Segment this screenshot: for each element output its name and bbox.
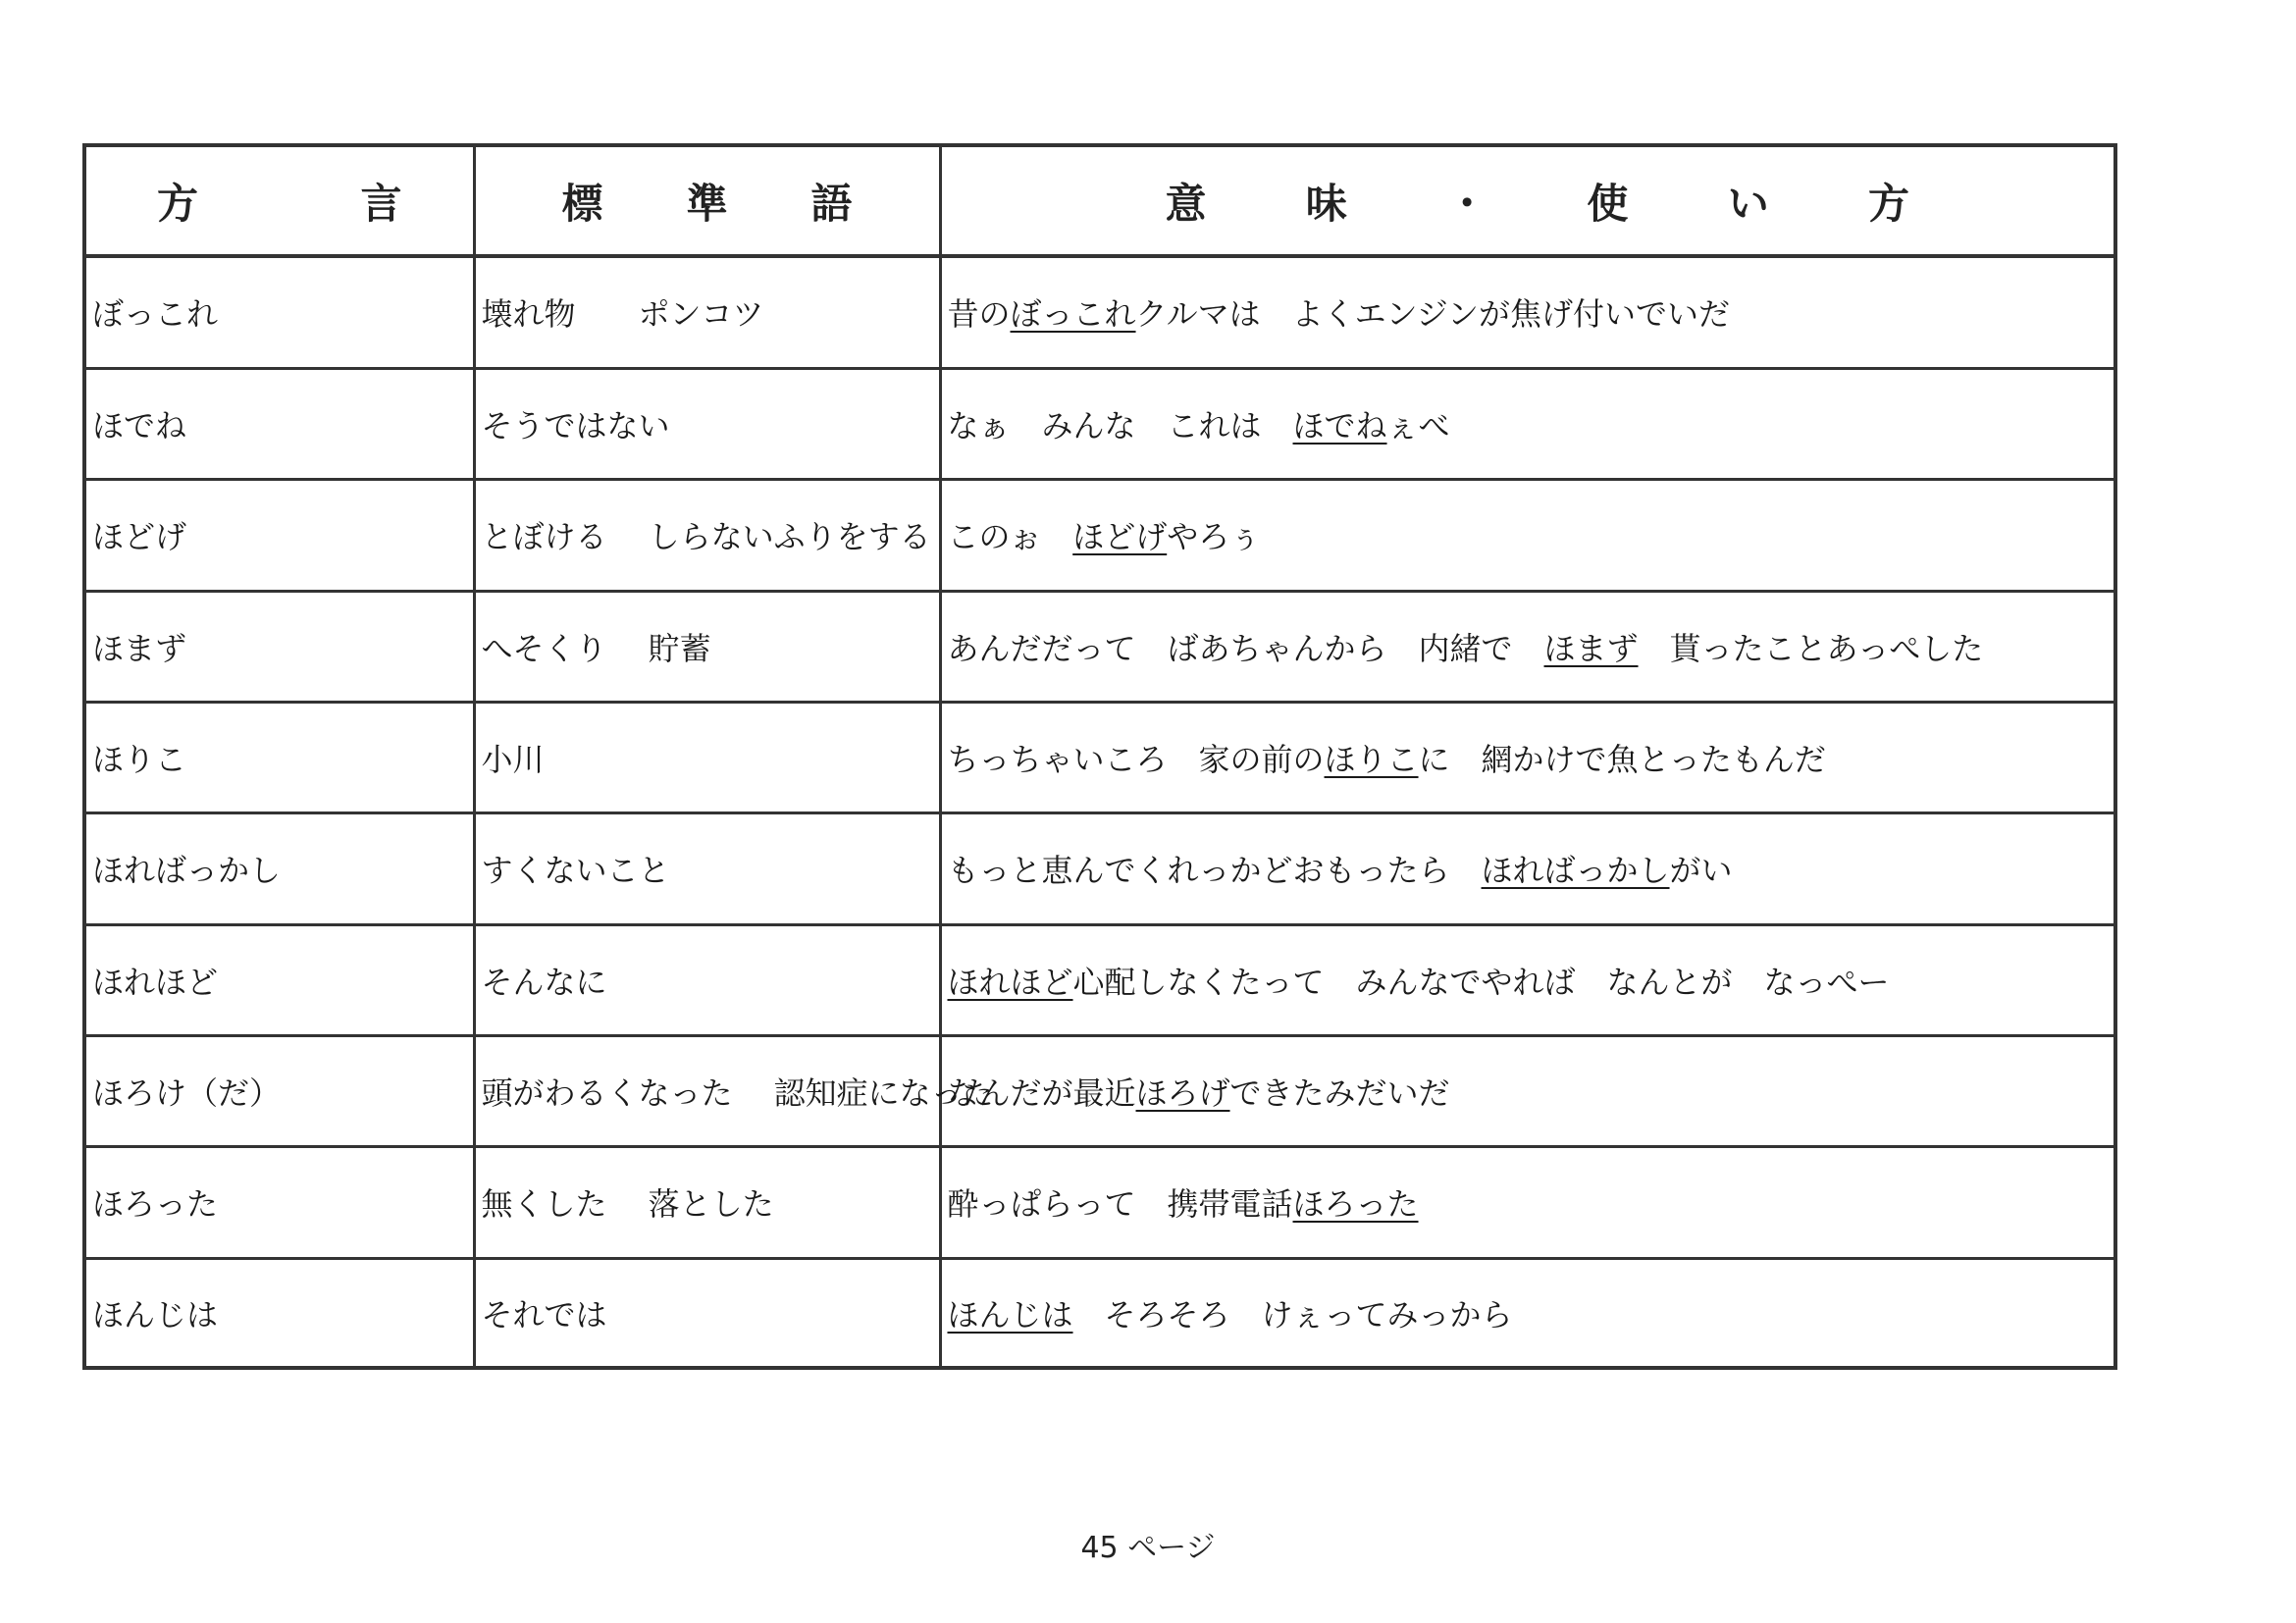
header-meaning-usage <box>940 147 2113 256</box>
usage-text: もっと恵んでくれっかどおもったら <box>947 852 1482 890</box>
usage-cell <box>940 1035 2113 1146</box>
usage-highlight: ほまず <box>1543 629 1639 667</box>
usage-text: がい <box>1669 852 1733 890</box>
usage-text: ぇべ <box>1386 407 1450 445</box>
header-standard <box>474 147 940 256</box>
standard-cell: そうではない <box>474 368 940 479</box>
usage-text: 昔の <box>947 295 1011 334</box>
dialect-cell: ほろった <box>86 1147 474 1258</box>
usage-highlight: ほりこ <box>1324 741 1419 779</box>
standard-cell: すくないこと <box>474 813 940 924</box>
usage-text: クルマは よくエンジンが焦げ付いでいだ <box>1135 295 1730 334</box>
header-meaning-char: 味 <box>1305 179 1347 228</box>
standard-cell: 壊れ物 ポンコツ <box>474 256 940 368</box>
usage-highlight: ほれほど <box>947 963 1073 1001</box>
table-row <box>86 702 2113 812</box>
standard-cell: 頭がわるくなった 認知症になった <box>474 1035 940 1146</box>
table-row <box>86 256 2113 368</box>
usage-highlight: ほればっかし <box>1481 852 1670 890</box>
dialect-cell: ほまず <box>86 591 474 702</box>
usage-highlight: ほどげ <box>1072 518 1168 556</box>
table-row <box>86 368 2113 479</box>
dialect-cell: ほどげ <box>86 480 474 591</box>
usage-cell <box>940 1147 2113 1258</box>
table-row <box>86 813 2113 924</box>
header-dialect-char: 言 <box>360 179 402 228</box>
table-row <box>86 591 2113 702</box>
usage-text: ちっちゃいころ 家の前の <box>947 741 1325 779</box>
usage-text: そろそろ けぇってみっから <box>1072 1295 1513 1334</box>
table-row <box>86 1147 2113 1258</box>
usage-text: あんだだって ばあちゃんから 内緒で <box>947 629 1544 667</box>
standard-cell: とぼける しらないふりをする <box>474 480 940 591</box>
header-meaning-char: 使 <box>1587 179 1629 228</box>
usage-cell <box>940 813 2113 924</box>
dialect-table <box>86 147 2113 1366</box>
usage-highlight: ほでね <box>1292 407 1387 445</box>
usage-text: 酔っぱらって 携帯電話 <box>947 1185 1293 1224</box>
usage-text: 貰ったことあっぺした <box>1638 629 1984 667</box>
usage-text: 心配しなくたって みんなでやれば なんとが なっぺー <box>1072 963 1890 1001</box>
usage-text: やろぅ <box>1167 518 1262 556</box>
header-meaning-char: い <box>1727 179 1769 228</box>
usage-text: に 網かけで魚とったもんだ <box>1418 741 1826 779</box>
usage-text: なぁ みんな これは <box>947 407 1293 445</box>
dialect-table-frame <box>82 143 2117 1370</box>
header-row <box>86 147 2113 256</box>
table-row <box>86 1258 2113 1366</box>
table-row <box>86 480 2113 591</box>
usage-cell <box>940 256 2113 368</box>
standard-cell: 小川 <box>474 702 940 812</box>
usage-highlight: ぼっこれ <box>1010 295 1136 334</box>
usage-text: このぉ <box>947 518 1073 556</box>
table-row <box>86 1035 2113 1146</box>
header-meaning-char: 方 <box>1867 179 1909 228</box>
header-standard-char: 標 <box>561 179 603 228</box>
standard-cell: それでは <box>474 1258 940 1366</box>
dialect-cell: ほれほど <box>86 924 474 1035</box>
table-row <box>86 924 2113 1035</box>
usage-cell <box>940 702 2113 812</box>
usage-highlight: ほろげ <box>1135 1074 1230 1113</box>
usage-highlight: ほんじは <box>947 1295 1073 1334</box>
standard-cell: 無くした 落とした <box>474 1147 940 1258</box>
standard-cell: へそくり 貯蓄 <box>474 591 940 702</box>
header-meaning-char: 意 <box>1165 179 1207 228</box>
header-standard-char: 準 <box>686 179 728 228</box>
standard-cell: そんなに <box>474 924 940 1035</box>
usage-cell <box>940 1258 2113 1366</box>
usage-cell <box>940 368 2113 479</box>
dialect-cell: ほればっかし <box>86 813 474 924</box>
usage-cell <box>940 924 2113 1035</box>
usage-cell <box>940 480 2113 591</box>
header-meaning-char: ・ <box>1446 179 1488 228</box>
header-dialect-char: 方 <box>157 179 199 228</box>
dialect-cell: ほでね <box>86 368 474 479</box>
dialect-cell: ほろけ（だ） <box>86 1035 474 1146</box>
usage-text: なんだが最近 <box>947 1074 1136 1113</box>
usage-text: できたみだいだ <box>1229 1074 1450 1113</box>
usage-cell <box>940 591 2113 702</box>
header-standard-char: 語 <box>810 179 853 228</box>
dialect-cell: ほりこ <box>86 702 474 812</box>
dialect-cell: ぼっこれ <box>86 256 474 368</box>
page-number: 45 ページ <box>1080 1531 1216 1565</box>
header-dialect <box>86 147 474 256</box>
dialect-cell: ほんじは <box>86 1258 474 1366</box>
usage-highlight: ほろった <box>1292 1185 1419 1224</box>
